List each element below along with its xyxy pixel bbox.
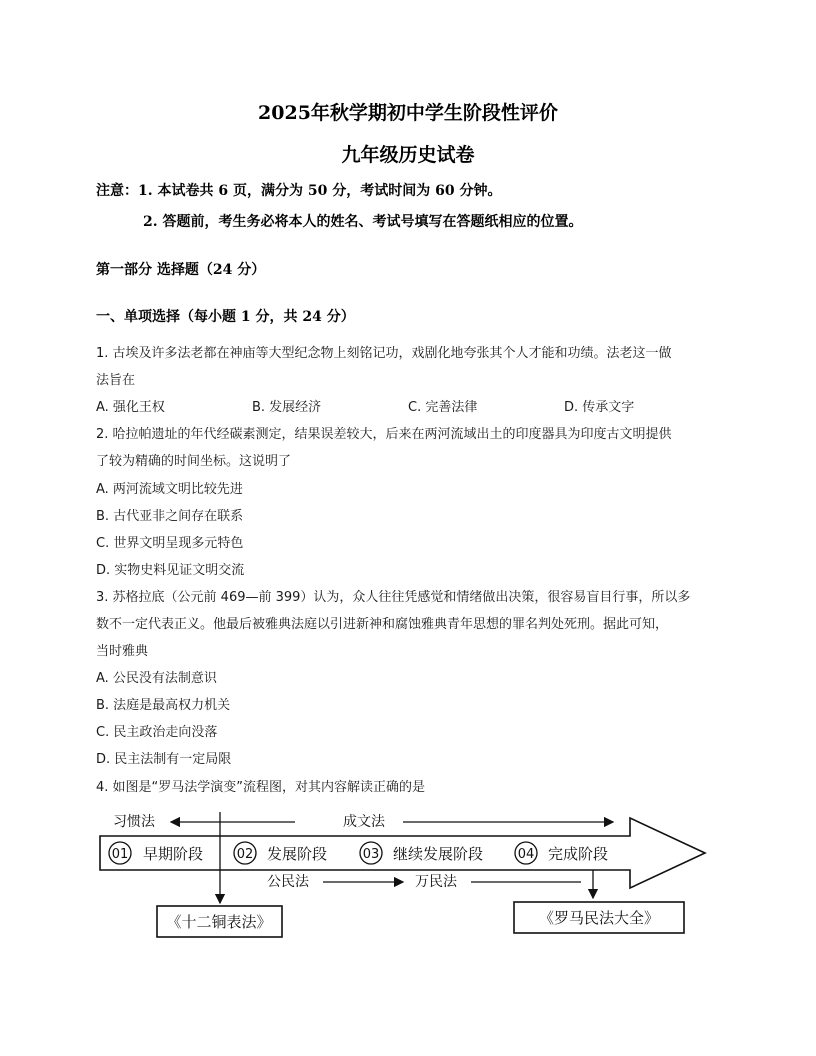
- stage-1-label: 早期阶段: [143, 845, 204, 863]
- box-twelve-tables-label: 《十二铜表法》: [166, 913, 272, 931]
- question-2-option-c: C. 世界文明呈现多元特色: [96, 536, 244, 551]
- part-title: 第一部分 选择题（24 分）: [96, 262, 266, 278]
- stage-4-label: 完成阶段: [548, 845, 609, 863]
- question-3-option-b: B. 法庭是最高权力机关: [96, 698, 231, 713]
- question-2-option-a: A. 两河流域文明比较先进: [96, 482, 243, 497]
- roman-law-flowchart: [95, 806, 715, 946]
- stage-3-number: 03: [362, 847, 380, 862]
- question-1-stem-line-2: 法旨在: [96, 373, 136, 388]
- stage-1-number: 01: [111, 847, 129, 862]
- section-title: 一、单项选择（每小题 1 分，共 24 分）: [96, 309, 355, 325]
- question-2-stem-line-1: 2. 哈拉帕遗址的年代经碳素测定，结果误差较大，后来在两河流域出土的印度器具为印度古文明提供: [96, 427, 672, 442]
- question-1-stem-line-1: 1. 古埃及许多法老都在神庙等大型纪念物上刻铭记功，戏剧化地夸张其个人才能和功绩。法老这一做: [96, 346, 672, 361]
- label-law-of-nations: 万民法: [415, 874, 457, 890]
- question-3-option-a: A. 公民没有法制意识: [96, 671, 217, 686]
- label-written-law: 成文法: [343, 814, 385, 830]
- question-3-stem-line-1: 3. 苏格拉底（公元前 469—前 399）认为，众人往往凭感觉和情绪做出决策，很容易盲目行事，所以多: [96, 590, 691, 605]
- stage-4-number: 04: [517, 847, 535, 862]
- question-1-option-b: B. 发展经济: [252, 400, 322, 415]
- notice-line-2: 2. 答题前，考生务必将本人的姓名、考试号填写在答题纸相应的位置。: [143, 214, 583, 230]
- question-1-option-d: D. 传承文字: [564, 400, 635, 415]
- exam-subtitle: 九年级历史试卷: [341, 144, 475, 166]
- question-1-option-a: A. 强化王权: [96, 400, 165, 415]
- question-3-option-c: C. 民主政治走向没落: [96, 725, 218, 740]
- question-3-stem-line-2: 数不一定代表正义。他最后被雅典法庭以引进新神和腐蚀雅典青年思想的罪名判处死刑。据此可知，: [96, 617, 669, 632]
- exam-title: 2025年秋学期初中学生阶段性评价: [258, 102, 558, 124]
- stage-2-number: 02: [236, 847, 254, 862]
- question-3-option-d: D. 民主法制有一定局限: [96, 752, 232, 767]
- question-4-stem-line-1: 4. 如图是“罗马法学演变”流程图，对其内容解读正确的是: [96, 780, 426, 795]
- notice-line-1: 注意：1. 本试卷共 6 页，满分为 50 分，考试时间为 60 分钟。: [96, 183, 502, 199]
- box-corpus-juris-label: 《罗马民法大全》: [538, 909, 660, 927]
- label-customary-law: 习惯法: [113, 814, 155, 830]
- stage-3-label: 继续发展阶段: [393, 845, 484, 863]
- question-2-option-d: D. 实物史料见证文明交流: [96, 563, 245, 578]
- label-civil-law: 公民法: [267, 874, 309, 890]
- question-2-option-b: B. 古代亚非之间存在联系: [96, 509, 244, 524]
- question-3-stem-line-3: 当时雅典: [96, 644, 149, 659]
- question-2-stem-line-2: 了较为精确的时间坐标。这说明了: [96, 454, 292, 469]
- question-1-option-c: C. 完善法律: [408, 400, 478, 415]
- stage-2-label: 发展阶段: [267, 845, 328, 863]
